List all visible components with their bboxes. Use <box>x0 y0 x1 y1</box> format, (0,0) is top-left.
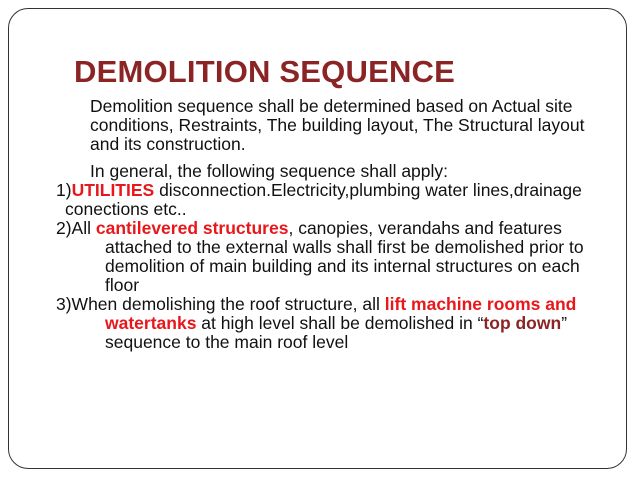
slide-title: DEMOLITION SEQUENCE <box>74 54 455 89</box>
list-item-text: disconnection.Electricity,plumbing water lines,drainage conections etc.. <box>65 180 582 219</box>
list-item-roof-structure <box>56 295 612 352</box>
list-item-utilities <box>56 181 612 219</box>
intro-paragraph-2: In general, the following sequence shall apply: <box>90 161 449 181</box>
list-item-cantilevered <box>56 219 612 295</box>
slide-body <box>56 97 612 352</box>
highlight-lift-machine-rooms: lift machine rooms and watertanks <box>105 294 577 333</box>
list-item-text: , canopies, verandahs and features attached to the external walls shall first be demolished prior to demolition of main building and its internal structures on each floor <box>105 218 584 295</box>
highlight-top-down: top down <box>483 313 562 333</box>
intro-paragraph-1: Demolition sequence shall be determined based on Actual site conditions, Restraints, The building layout, The Structural layout and its construction. <box>90 96 585 154</box>
list-item-text-end: ” sequence to the main roof level <box>105 313 568 352</box>
list-item-prefix: 1) <box>56 180 72 200</box>
list-item-text: at high level shall be demolished in “ <box>196 313 484 333</box>
list-item-prefix: 2)All <box>56 218 96 238</box>
highlight-utilities: UTILITIES <box>71 180 155 200</box>
highlight-cantilevered-structures: cantilevered structures <box>95 218 289 238</box>
list-item-prefix: 3)When demolishing the roof structure, all <box>56 294 385 314</box>
